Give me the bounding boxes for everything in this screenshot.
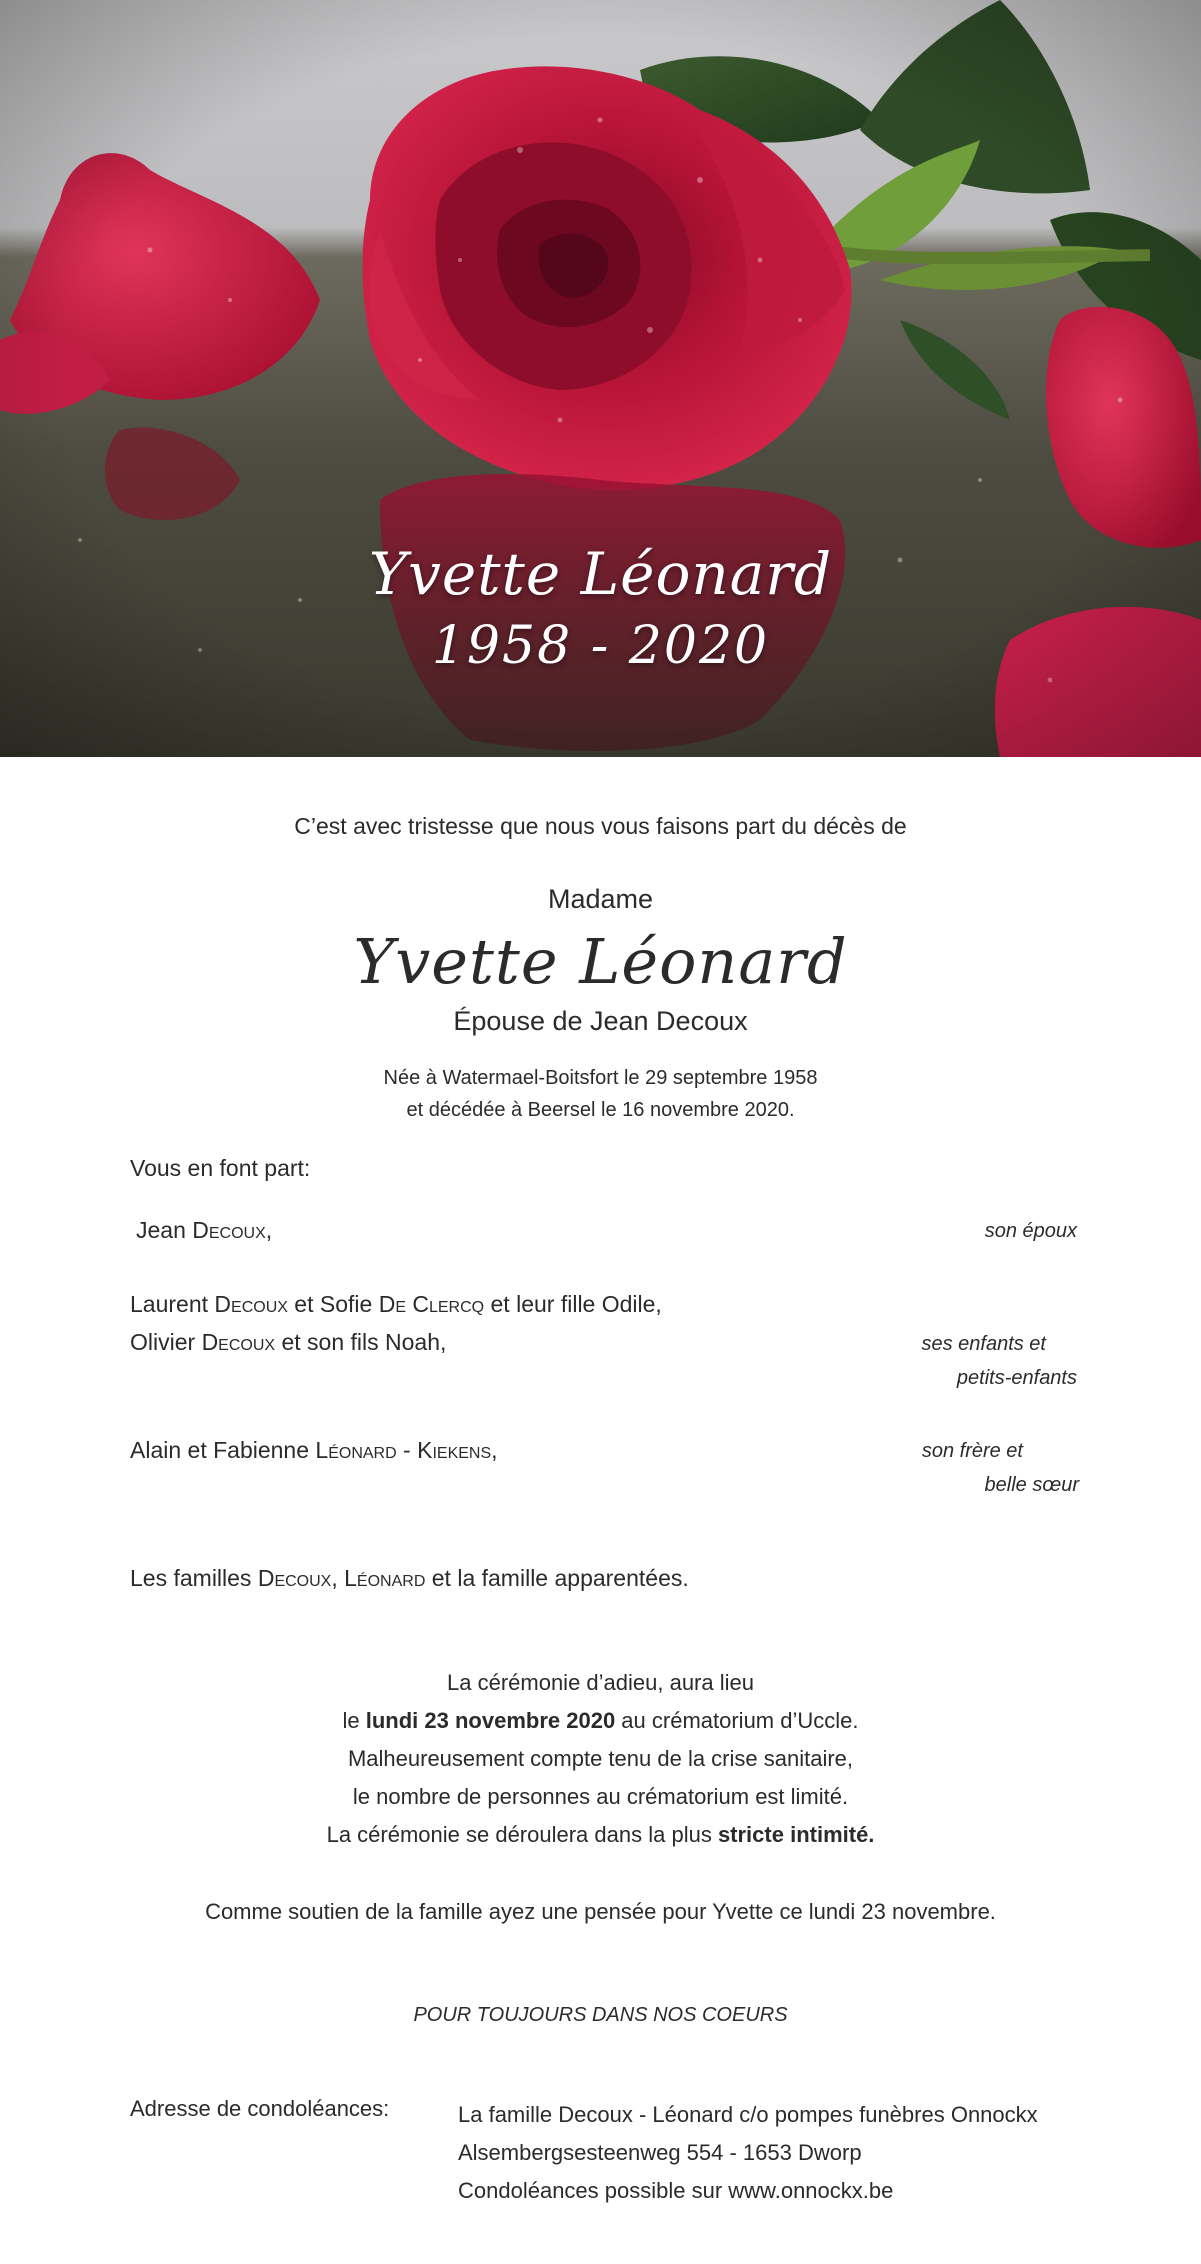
death-line: et décédée à Beersel le 16 novembre 2020.	[406, 1099, 795, 1121]
birth-death-details	[0, 1062, 1201, 1126]
ceremony-details	[0, 1664, 1201, 1854]
family-sibling: Alain et Fabienne Léonard - Kiekens,	[130, 1437, 498, 1463]
intro-text: C’est avec tristesse que nous vous faisons part du décès de	[294, 813, 907, 839]
spouse-line: Épouse de Jean Decoux	[453, 1006, 748, 1036]
condolences-address	[458, 2096, 1038, 2210]
role-sibling-2: belle sœur	[984, 1474, 1079, 1496]
family-extended: Les familles Decoux, Léonard et la famille apparentées.	[130, 1565, 689, 1591]
family-children-line-2: Olivier Decoux et son fils Noah,	[130, 1329, 447, 1355]
forever-motto: POUR TOUJOURS DANS NOS COEURS	[413, 2004, 788, 2026]
honorific: Madame	[547, 884, 654, 914]
condolences-line-1: La famille Decoux - Léonard c/o pompes funèbres Onnockx	[458, 2102, 1038, 2127]
banner-years: 1958 - 2020	[431, 616, 770, 676]
family-children-line-1: Laurent Decoux et Sofie De Clercq et leur fille Odile,	[130, 1291, 662, 1317]
ceremony-line-3: Malheureusement compte tenu de la crise sanitaire,	[347, 1746, 854, 1771]
condolences-label: Adresse de condoléances:	[130, 2096, 390, 2121]
role-children-1: ses enfants et	[921, 1333, 1046, 1355]
role-spouse: son époux	[984, 1220, 1077, 1242]
announcers-label: Vous en font part:	[130, 1155, 311, 1181]
condolences-website[interactable]: Condoléances possible sur www.onnockx.be	[458, 2178, 894, 2203]
rose-banner	[0, 0, 1201, 757]
ceremony-line-2: le lundi 23 novembre 2020 au crématorium d’Uccle.	[342, 1708, 859, 1733]
family-spouse: Jean Decoux,	[136, 1217, 273, 1243]
support-message: Comme soutien de la famille ayez une pensée pour Yvette ce lundi 23 novembre.	[205, 1899, 996, 1924]
banner-name: Yvette Léonard	[368, 540, 833, 608]
condolences-line-2: Alsembergsesteenweg 554 - 1653 Dworp	[458, 2140, 862, 2165]
deceased-name: Yvette Léonard	[353, 925, 848, 998]
ceremony-line-5: La cérémonie se déroulera dans la plus stricte intimité.	[326, 1822, 875, 1847]
birth-line: Née à Watermael-Boitsfort le 29 septembre 1958	[383, 1067, 818, 1089]
ceremony-line-1: La cérémonie d’adieu, aura lieu	[447, 1670, 754, 1695]
role-sibling-1: son frère et	[921, 1440, 1023, 1462]
ceremony-date: lundi 23 novembre 2020	[365, 1708, 616, 1733]
role-children-2: petits-enfants	[956, 1367, 1077, 1389]
ceremony-line-4: le nombre de personnes au crématorium est limité.	[352, 1784, 849, 1809]
